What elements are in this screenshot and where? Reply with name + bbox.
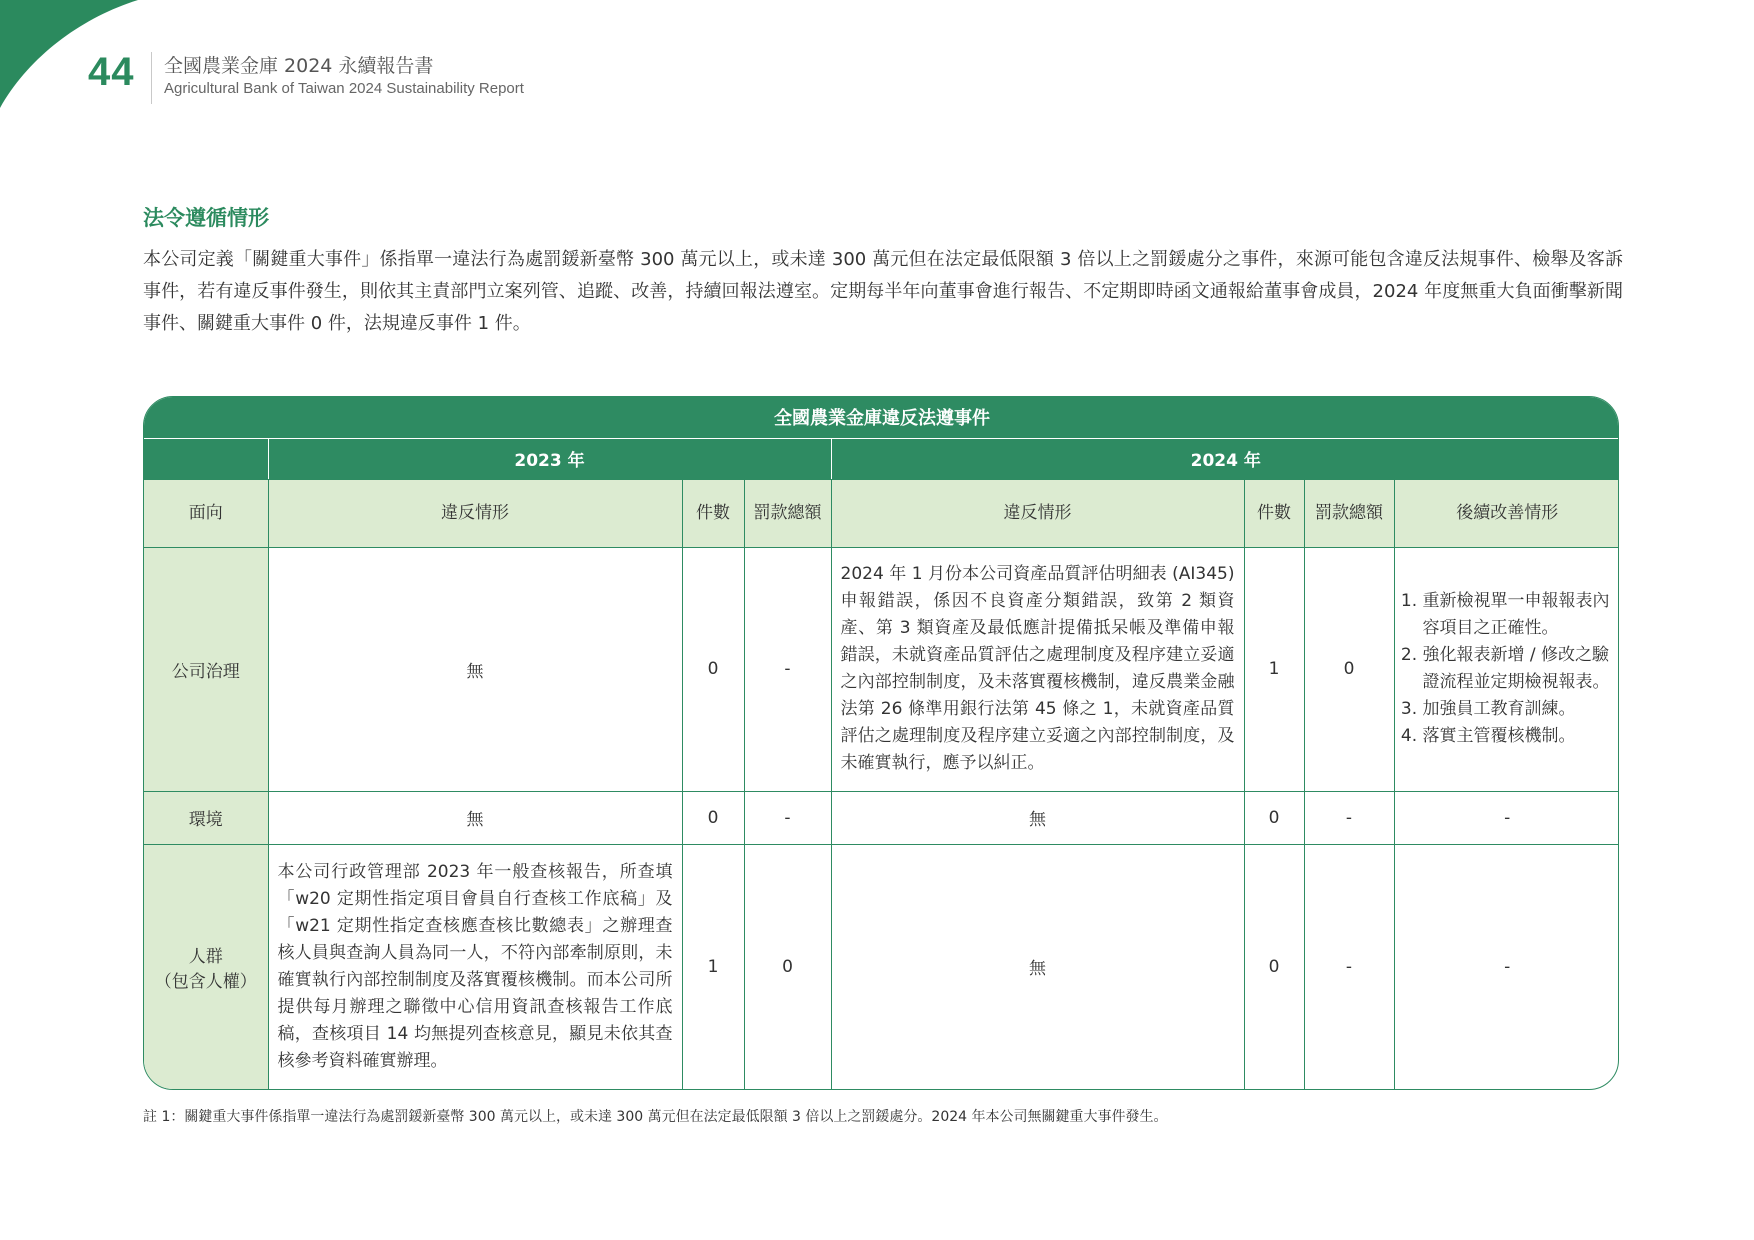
fine-2024-cell: 0 (1304, 547, 1394, 791)
aspect-cell: 公司治理 (144, 547, 268, 791)
col-count-2023: 件數 (682, 479, 744, 547)
col-count-2024: 件數 (1244, 479, 1304, 547)
count-2024-cell: 0 (1244, 791, 1304, 844)
count-2024-cell: 1 (1244, 547, 1304, 791)
year-2023-header: 2023 年 (268, 438, 831, 479)
violation-2024-cell: 2024 年 1 月份本公司資產品質評估明細表 (AI345) 申報錯誤，係因不良資產分類錯誤，致第 2 類資產、第 3 類資產及最低應計提備抵呆帳及準備申報錯誤，未就資產品質評估之處理制度及程序建立妥適之內部控制制度，及未落實覆核機制，違反農業金融法第 26 條準用銀行法第 45 條之 1，未就資產品質評估之處理制度及程序建立妥適之內部控制制度，及未確實執行，應予以糾正。 (831, 547, 1244, 791)
improvement-cell (1394, 547, 1619, 791)
compliance-table (143, 396, 1619, 1090)
improvement-cell: - (1394, 844, 1619, 1089)
count-2023-cell: 1 (682, 844, 744, 1089)
footnote: 註 1：關鍵重大事件係指單一違法行為處罰鍰新臺幣 300 萬元以上，或未達 300 萬元但在法定最低限額 3 倍以上之罰鍰處分。2024 年本公司無關鍵重大事件發生。 (143, 1109, 1168, 1125)
page-number: 44 (88, 50, 135, 94)
improvement-item: 3. 加強員工教育訓練。 (1423, 696, 1612, 723)
fine-2024-cell: - (1304, 844, 1394, 1089)
fine-2023-cell: - (744, 547, 831, 791)
col-fine-2024: 罰款總額 (1304, 479, 1394, 547)
fine-2024-cell: - (1304, 791, 1394, 844)
table-row (144, 844, 1619, 1089)
violation-2024-cell: 無 (831, 791, 1244, 844)
improvement-cell: - (1394, 791, 1619, 844)
fine-2023-cell: - (744, 791, 831, 844)
violation-2024-cell: 無 (831, 844, 1244, 1089)
table-row (144, 791, 1619, 844)
count-2023-cell: 0 (682, 547, 744, 791)
improvement-item: 4. 落實主管覆核機制。 (1423, 723, 1612, 750)
section-title: 法令遵循情形 (143, 206, 269, 230)
aspect-line: （包含人權） (154, 971, 257, 992)
col-fine-2023: 罰款總額 (744, 479, 831, 547)
col-aspect: 面向 (144, 479, 268, 547)
improvement-item: 1. 重新檢視單一申報報表內容項目之正確性。 (1423, 588, 1612, 642)
year-2024-header: 2024 年 (831, 438, 1619, 479)
table-title: 全國農業金庫違反法遵事件 (144, 397, 1619, 438)
aspect-cell (144, 844, 268, 1089)
violation-2023-cell: 無 (268, 547, 682, 791)
col-improvement: 後續改善情形 (1394, 479, 1619, 547)
report-title-en: Agricultural Bank of Taiwan 2024 Sustainability Report (164, 80, 524, 97)
col-violation-2024: 違反情形 (831, 479, 1244, 547)
aspect-cell: 環境 (144, 791, 268, 844)
improvement-item: 2. 強化報表新增 / 修改之驗證流程並定期檢視報表。 (1423, 642, 1612, 696)
year-header-blank (144, 438, 268, 479)
report-title-zh: 全國農業金庫 2024 永續報告書 (164, 55, 434, 77)
improvement-list (1404, 588, 1612, 750)
violation-2023-cell: 無 (268, 791, 682, 844)
fine-2023-cell: 0 (744, 844, 831, 1089)
count-2023-cell: 0 (682, 791, 744, 844)
violation-2023-cell: 本公司行政管理部 2023 年一般查核報告，所查填「w20 定期性指定項目會員自行查核工作底稿」及「w21 定期性指定查核應查核比數總表」之辦理查核人員與查詢人員為同一人，不符內部牽制原則，未確實執行內部控制制度及落實覆核機制。而本公司所提供每月辦理之聯徵中心信用資訊查核報告工作底稿，查核項目 14 均無提列查核意見，顯見未依其查核參考資料確實辦理。 (268, 844, 682, 1089)
count-2024-cell: 0 (1244, 844, 1304, 1089)
col-violation-2023: 違反情形 (268, 479, 682, 547)
table-row (144, 547, 1619, 791)
aspect-line: 人群 (188, 946, 223, 967)
intro-paragraph: 本公司定義「關鍵重大事件」係指單一違法行為處罰鍰新臺幣 300 萬元以上，或未達 300 萬元但在法定最低限額 3 倍以上之罰鍰處分之事件，來源可能包含違反法規事件、檢舉及客訴事件，若有違反事件發生，則依其主責部門立案列管、追蹤、改善，持續回報法遵室。定期每半年向董事會進行報告、不定期即時函文通報給董事會成員，2024 年度無重大負面衝擊新聞事件、關鍵重大事件 0 件，法規違反事件 1 件。 (143, 249, 1623, 334)
header-divider (151, 52, 152, 104)
